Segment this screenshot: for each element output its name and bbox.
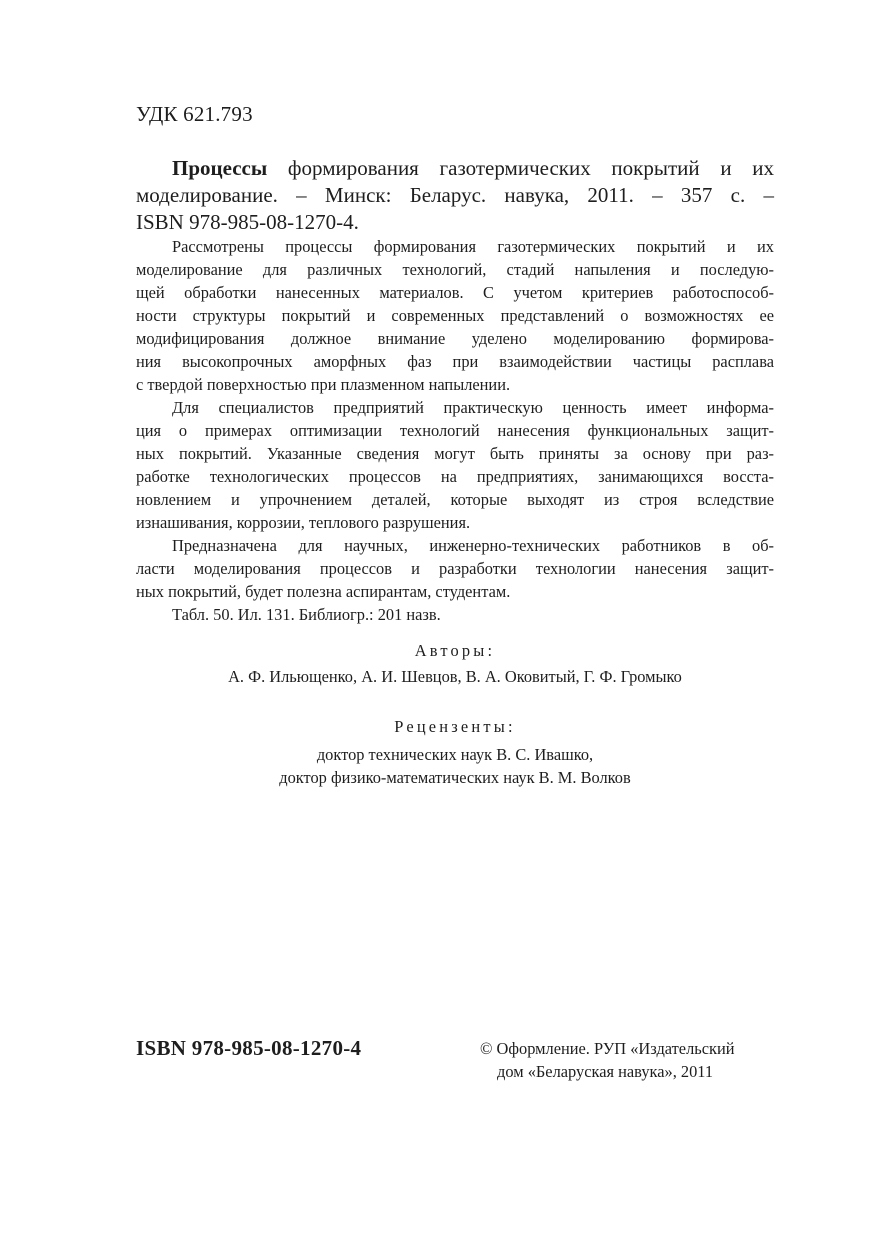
abstract-line: изнашивания, коррозии, теплового разрушения. [136,513,471,532]
abstract-line: ласти моделирования процессов и разработки технологии нанесения защит- [136,559,774,578]
reviewers-heading: Рецензенты: [394,717,516,736]
copyright-line-2: дом «Беларуская навука», 2011 [497,1062,714,1081]
abstract-line: Рассмотрены процессы формирования газотермических покрытий и их [172,237,774,256]
abstract-line: новлением и упрочнением деталей, которые выходят из строя вследствие [136,490,774,509]
abstract-line: ция о примерах оптимизации технологий нанесения функциональных защит- [136,421,774,440]
title-line-2: моделирование. – Минск: Беларус. навука, 2011. – 357 с. – [136,183,774,207]
title-line-3: ISBN 978-985-08-1270-4. [136,210,359,234]
abstract-line: щей обработки нанесенных материалов. С учетом критериев работоспособ- [136,283,774,302]
udk-code: УДК 621.793 [136,102,253,126]
abstract-line: ных покрытий, будет полезна аспирантам, студентам. [136,582,511,601]
abstract-line: работке технологических процессов на предприятиях, занимающихся восста- [136,467,774,486]
abstract [136,235,774,626]
copyright-notice [480,1037,735,1083]
copyright-line-1: © Оформление. РУП «Издательский [480,1039,735,1058]
abstract-line: Предназначена для научных, инженерно-технических работников в об- [172,536,774,555]
abstract-line: модифицирования должное внимание уделено моделированию формирова- [136,329,774,348]
abstract-line: Для специалистов предприятий практическую ценность имеет информа- [172,398,774,417]
abstract-line: моделирование для различных технологий, стадий напыления и последую- [136,260,774,279]
abstract-line: с твердой поверхностью при плазменном напылении. [136,375,511,394]
abstract-line: ния высокопрочных аморфных фаз при взаимодействии частицы расплава [136,352,774,371]
abstract-line: ных покрытий. Указанные сведения могут быть приняты за основу при раз- [136,444,774,463]
title-line-1-rest: формирования газотермических покрытий и их [267,156,774,180]
book-title: Процессы [172,156,268,180]
authors-heading: Авторы: [414,641,496,660]
abstract-line: ности структуры покрытий и современных представлений о возможностях ее [136,306,774,325]
bibliographic-title [136,155,774,236]
title-line-1 [136,155,774,182]
reviewer-1: доктор технических наук В. С. Ивашко, [316,745,594,764]
authors-names: А. Ф. Ильющенко, А. И. Шевцов, В. А. Оковитый, Г. Ф. Громыко [228,667,682,686]
isbn-number: ISBN 978-985-08-1270-4 [136,1036,362,1060]
tables-figures-count: Табл. 50. Ил. 131. Библиогр.: 201 назв. [172,605,441,624]
reviewer-2: доктор физико-математических наук В. М. Волков [279,768,631,787]
